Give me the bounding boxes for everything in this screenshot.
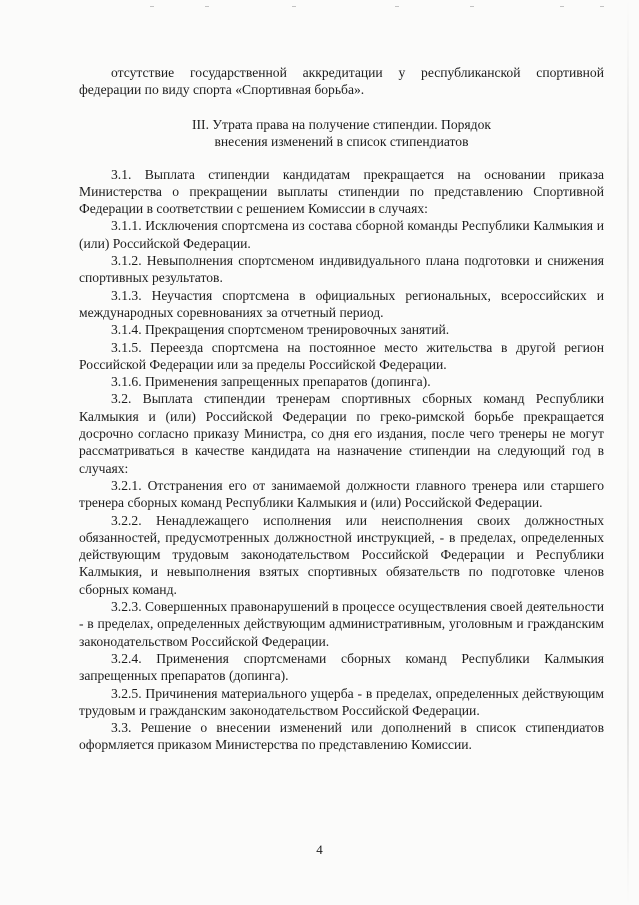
paragraph-3-1-2: 3.1.2. Невыполнения спортсменом индивидуального плана подготовки и снижения спортивных результатов. xyxy=(79,253,604,286)
paragraph-3-2-2: 3.2.2. Ненадлежащего исполнения или неисполнения своих должностных обязанностей, предусмотренных должностной инструкцией, - в пределах, определенных действующим трудовым законодательством Российской Федерации и Республики Калмыкия, и невыполнения взятых спортивных обязательств по подготовке членов сборных команд. xyxy=(79,512,604,597)
paragraph-3-1-5: 3.1.5. Переезда спортсмена на постоянное место жительства в другой регион Российской Федерации или за пределы Российской Федерации. xyxy=(79,339,604,372)
section-heading-line-1: III. Утрата права на получение стипендии. Порядок xyxy=(191,116,491,132)
paragraph-3-1: 3.1. Выплата стипендии кандидатам прекращается на основании приказа Министерства о прекращении выплаты стипендии по представлению Спортивной Федерации в соответствии с решением Комиссии в случаях: xyxy=(79,166,604,217)
paragraph-3-2-3: 3.2.3. Совершенных правонарушений в процессе осуществления своей деятельности - в пределах, определенных действующим административным, уголовным и гражданским законодательством Российской Федерации. xyxy=(79,599,604,649)
paragraph-3-1-1: 3.1.1. Исключения спортсмена из состава сборной команды Республики Калмыкия и (или) Российской Федерации. xyxy=(79,218,604,251)
document-body xyxy=(79,64,604,754)
intro-paragraph: отсутствие государственной аккредитации у республиканской спортивной федерации по виду спорта «Спортивная борьба». xyxy=(79,65,604,98)
paragraph-3-1-4: 3.1.4. Прекращения спортсменом тренировочных занятий. xyxy=(111,322,450,338)
paragraph-3-2-5: 3.2.5. Причинения материального ущерба - в пределах, определенных действующим трудовым и гражданским законодательством Российской Федерации. xyxy=(79,685,604,718)
page-number: 4 xyxy=(316,842,323,857)
paragraph-3-2: 3.2. Выплата стипендии тренерам спортивных сборных команд Республики Калмыкия и (или) Российской Федерации по греко-римской борьбе прекращается досрочно согласно приказу Министра, со дня его издания, после чего тренеры не могут рассматриваться в качестве кандидата на назначение стипендии на следующий год в случаях: xyxy=(79,391,604,476)
paragraph-3-1-3: 3.1.3. Неучастия спортсмена в официальных региональных, всероссийских и международных соревнованиях за отчетный период. xyxy=(79,287,604,320)
paragraph-3-3: 3.3. Решение о внесении изменений или дополнений в список стипендиатов оформляется приказом Министерства по представлению Комиссии. xyxy=(79,720,604,753)
paragraph-3-2-4: 3.2.4. Применения спортсменами сборных команд Республики Калмыкия запрещенных препаратов (допинга). xyxy=(79,650,604,684)
paragraph-3-2-1: 3.2.1. Отстранения его от занимаемой должности главного тренера или старшего тренера сборных команд Республики Калмыкия и (или) Российской Федерации. xyxy=(79,477,604,511)
section-heading-line-2: внесения изменений в список стипендиатов xyxy=(214,133,469,149)
scan-edge xyxy=(627,0,629,905)
scan-artifacts xyxy=(0,4,639,12)
paragraph-3-1-6: 3.1.6. Применения запрещенных препаратов (допинга). xyxy=(111,374,431,390)
section-heading xyxy=(79,116,604,150)
